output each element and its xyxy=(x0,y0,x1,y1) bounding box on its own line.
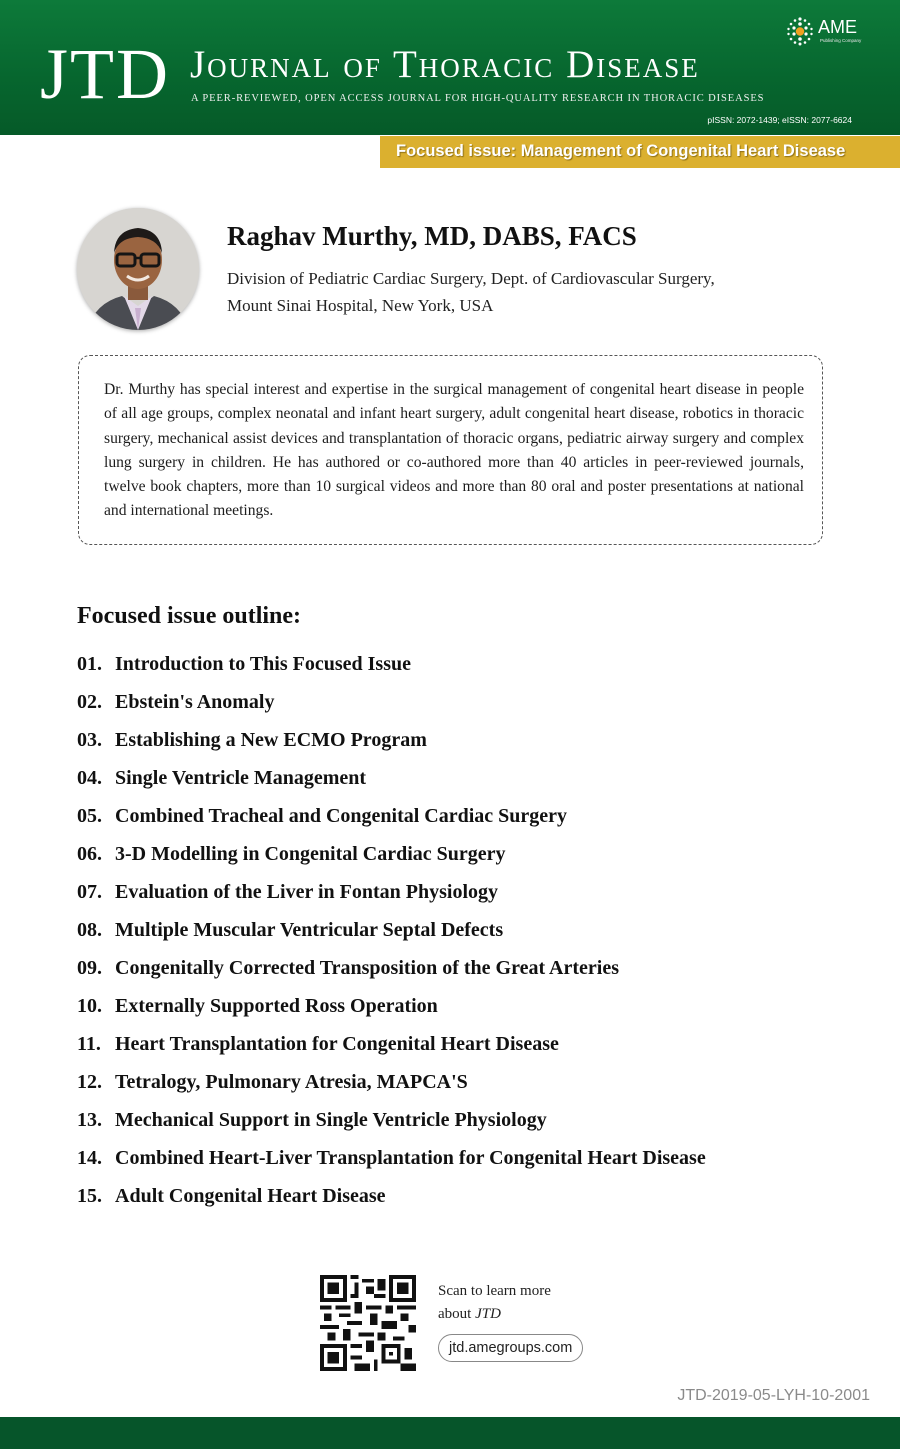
outline-item xyxy=(77,767,857,805)
ame-dots-logo-icon xyxy=(785,16,815,46)
outline-item-label: 3-D Modelling in Congenital Cardiac Surgery xyxy=(115,843,506,865)
scan-line-1: Scan to learn more xyxy=(438,1283,551,1299)
outline-item-label: Adult Congenital Heart Disease xyxy=(115,1185,386,1207)
outline-item-number: 02. xyxy=(77,691,102,713)
outline-item xyxy=(77,957,857,995)
outline-item-label: Externally Supported Ross Operation xyxy=(115,995,438,1017)
issn-text: pISSN: 2072-1439; eISSN: 2077-6624 xyxy=(707,115,852,125)
outline-item xyxy=(77,1109,857,1147)
outline-item-number: 08. xyxy=(77,919,102,941)
outline-item-number: 13. xyxy=(77,1109,102,1131)
outline-item-label: Establishing a New ECMO Program xyxy=(115,729,427,751)
focused-issue-title: Focused issue: Management of Congenital Heart Disease xyxy=(396,142,846,160)
outline-item-label: Evaluation of the Liver in Fontan Physiology xyxy=(115,881,499,903)
outline-item xyxy=(77,881,857,919)
outline-item-label: Heart Transplantation for Congenital Heart Disease xyxy=(115,1033,559,1055)
outline-item-label: Tetralogy, Pulmonary Atresia, MAPCA'S xyxy=(115,1071,468,1093)
ame-subtitle: Publishing Company xyxy=(820,38,862,43)
focused-issue-banner xyxy=(380,136,900,168)
document-code: JTD-2019-05-LYH-10-2001 xyxy=(677,1387,870,1404)
outline-item-label: Introduction to This Focused Issue xyxy=(115,653,411,675)
outline-item-number: 09. xyxy=(77,957,102,979)
jtd-logo: JTD xyxy=(40,34,170,114)
outline-item xyxy=(77,1033,857,1071)
journal-header xyxy=(0,0,900,135)
outline-item-label: Combined Tracheal and Congenital Cardiac Surgery xyxy=(115,805,568,827)
outline-item-number: 11. xyxy=(77,1033,101,1055)
outline-item-number: 06. xyxy=(77,843,102,865)
journal-tagline: A PEER-REVIEWED, OPEN ACCESS JOURNAL FOR HIGH-QUALITY RESEARCH IN THORACIC DISEASES xyxy=(191,93,765,104)
scan-line-2 xyxy=(438,1303,551,1326)
author-bio-box xyxy=(78,355,823,545)
outline-list xyxy=(77,653,857,1223)
scan-line-2-prefix: about xyxy=(438,1306,476,1322)
outline-item-label: Ebstein's Anomaly xyxy=(115,691,275,713)
affiliation-line-2: Mount Sinai Hospital, New York, USA xyxy=(227,296,494,315)
scan-prompt xyxy=(438,1280,551,1326)
outline-item-number: 10. xyxy=(77,995,102,1017)
outline-item xyxy=(77,919,857,957)
author-avatar xyxy=(77,208,199,330)
outline-item-number: 15. xyxy=(77,1185,102,1207)
author-bio-text: Dr. Murthy has special interest and expertise in the surgical management of congenital heart disease in people of all age groups, complex neonatal and infant heart surgery, adult congenital heart disease, robotics in thoracic surgery, mechanical assist devices and transplantation of thoracic organs, pediatric airway surgery and complex lung surgery in children. He has authored or co-authored more than 40 articles in peer-reviewed journals, twelve book chapters, more than 10 surgical videos and more than 80 oral and poster presentations at national and international meetings. xyxy=(104,381,804,520)
outline-item xyxy=(77,653,857,691)
outline-item xyxy=(77,1185,857,1223)
outline-item-number: 14. xyxy=(77,1147,102,1169)
outline-item-label: Single Ventricle Management xyxy=(115,767,367,789)
outline-item xyxy=(77,691,857,729)
author-portrait-icon xyxy=(77,208,199,330)
outline-item-number: 05. xyxy=(77,805,102,827)
outline-item-label: Congenitally Corrected Transposition of the Great Arteries xyxy=(115,957,620,979)
qr-code-icon[interactable] xyxy=(320,1275,416,1371)
outline-item-number: 03. xyxy=(77,729,102,751)
outline-item-number: 04. xyxy=(77,767,102,789)
outline-item xyxy=(77,805,857,843)
outline-item-label: Mechanical Support in Single Ventricle Physiology xyxy=(115,1109,547,1131)
outline-item-label: Multiple Muscular Ventricular Septal Defects xyxy=(115,919,504,941)
footer-bar xyxy=(0,1417,900,1449)
journal-title: Journal of Thoracic Disease xyxy=(190,43,700,86)
scan-line-2-journal: JTD xyxy=(475,1306,501,1322)
affiliation-line-1: Division of Pediatric Cardiac Surgery, Dept. of Cardiovascular Surgery, xyxy=(227,269,715,288)
outline-item xyxy=(77,1147,857,1185)
journal-url-link[interactable]: jtd.amegroups.com xyxy=(438,1334,583,1362)
author-affiliation xyxy=(227,265,827,319)
ame-publisher-logo xyxy=(785,16,875,46)
outline-item xyxy=(77,843,857,881)
ame-name: AME xyxy=(818,17,858,37)
outline-item xyxy=(77,995,857,1033)
outline-title: Focused issue outline: xyxy=(77,603,302,629)
outline-item xyxy=(77,729,857,767)
outline-item-label: Combined Heart-Liver Transplantation for Congenital Heart Disease xyxy=(115,1147,706,1169)
author-name: Raghav Murthy, MD, DABS, FACS xyxy=(227,221,637,251)
outline-item xyxy=(77,1071,857,1109)
outline-item-number: 01. xyxy=(77,653,102,675)
outline-item-number: 07. xyxy=(77,881,102,903)
outline-item-number: 12. xyxy=(77,1071,102,1093)
